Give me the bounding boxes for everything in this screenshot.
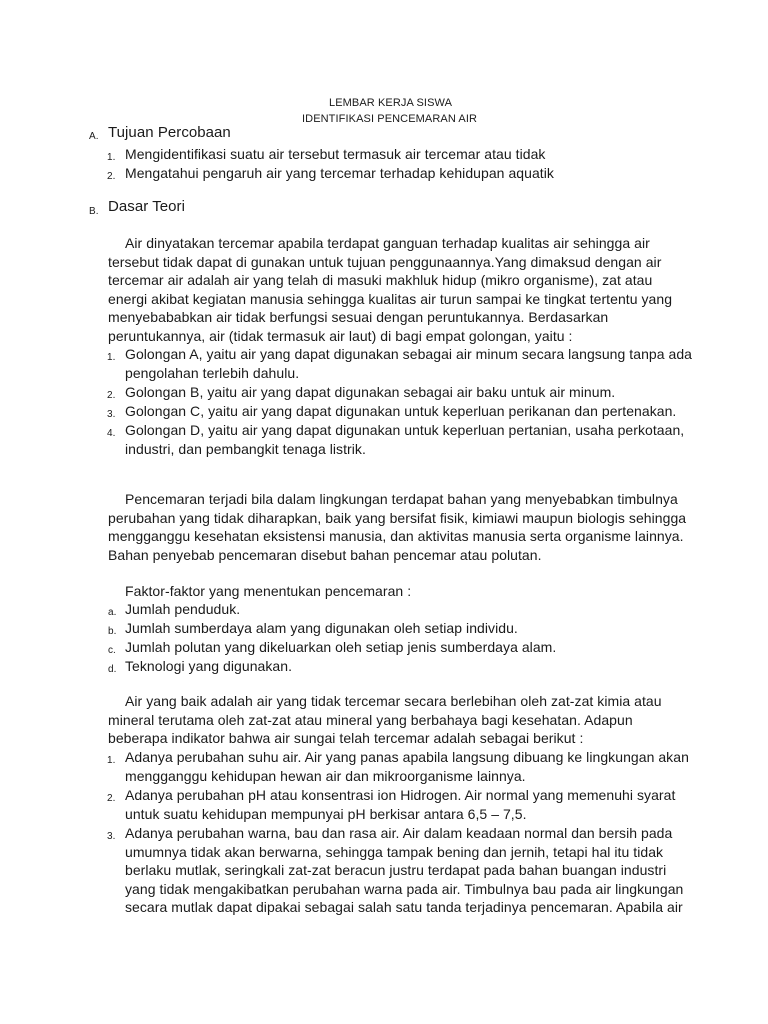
- paragraph-line: mengganggu kesehatan eksistensi manusia, dan aktivitas manusia serta organisme lainnya.: [108, 528, 684, 544]
- list-item-letter: d.: [108, 664, 117, 675]
- list-item-number: 3.: [107, 831, 116, 842]
- list-item-number: 3.: [107, 409, 116, 420]
- list-item-number: 2.: [107, 793, 116, 804]
- list-item: Mengidentifikasi suatu air tersebut termasuk air tercemar atau tidak: [125, 146, 546, 162]
- list-item: Jumlah penduduk.: [125, 601, 241, 617]
- list-item-number: 2.: [107, 390, 116, 401]
- list-item-letter: a.: [108, 607, 117, 618]
- paragraph-line: perubahan yang tidak diharapkan, baik yang bersifat fisik, kimiawi maupun biologis sehingga: [108, 510, 687, 526]
- list-item: Adanya perubahan pH atau konsentrasi ion Hidrogen. Air normal yang memenuhi syarat: [125, 787, 676, 803]
- list-item-continuation: untuk suatu kehidupan mempunyai pH berkisar antara 6,5 – 7,5.: [125, 806, 527, 822]
- list-item-number: 2.: [107, 171, 116, 182]
- faktor-intro: Faktor-faktor yang menentukan pencemaran :: [125, 583, 412, 599]
- list-item-continuation: yang tidak mengakibatkan perubahan warna pada air. Timbulnya bau pada air lingkungan: [125, 881, 684, 897]
- paragraph-line: Pencemaran terjadi bila dalam lingkungan terdapat bahan yang menyebabkan timbulnya: [125, 491, 678, 507]
- list-item-continuation: berlaku mutlak, seringkali zat-zat beracun justru terdapat pada bahan buangan industri: [125, 862, 667, 878]
- list-item-number: 1.: [107, 352, 116, 363]
- list-item-continuation: umumnya tidak akan berwarna, sehingga tampak bening dan jernih, tetapi hal itu tidak: [125, 844, 664, 860]
- list-item: Jumlah sumberdaya alam yang digunakan oleh setiap individu.: [125, 620, 518, 636]
- list-item: Golongan B, yaitu air yang dapat digunakan sebagai air baku untuk air minum.: [125, 384, 616, 400]
- paragraph-line: menyebababkan air tidak berfungsi sesuai dengan peruntukannya. Berdasarkan: [108, 309, 609, 325]
- list-item: Adanya perubahan warna, bau dan rasa air. Air dalam keadaan normal dan bersih pada: [125, 825, 673, 841]
- list-item-letter: b.: [108, 626, 117, 637]
- list-item: Adanya perubahan suhu air. Air yang panas apabila langsung dibuang ke lingkungan akan: [125, 749, 689, 765]
- section-a-marker: A.: [89, 131, 99, 142]
- list-item: Mengatahui pengaruh air yang tercemar terhadap kehidupan aquatik: [125, 165, 554, 181]
- list-item: Golongan A, yaitu air yang dapat digunakan sebagai air minum secara langsung tanpa ada: [125, 346, 693, 362]
- list-item-continuation: pengolahan terlebih dahulu.: [125, 365, 300, 381]
- paragraph-line: Bahan penyebab pencemaran disebut bahan pencemar atau polutan.: [108, 547, 542, 563]
- list-item-continuation: secara mutlak dapat dipakai sebagai salah satu tanda terjadinya pencemaran. Apabila air: [125, 899, 683, 915]
- list-item-continuation: mengganggu kehidupan hewan air dan mikroorganisme lainnya.: [125, 768, 526, 784]
- section-b-heading: Dasar Teori: [108, 198, 185, 215]
- list-item: Jumlah polutan yang dikeluarkan oleh setiap jenis sumberdaya alam.: [125, 639, 557, 655]
- paragraph-line: Air dinyatakan tercemar apabila terdapat ganguan terhadap kualitas air sehingga air: [125, 235, 650, 251]
- paragraph-line: mineral terutama oleh zat-zat atau mineral yang berbahaya bagi kesehatan. Adapun: [108, 712, 633, 728]
- paragraph-line: peruntukannya, air (tidak termasuk air laut) di bagi empat golongan, yaitu :: [108, 328, 573, 344]
- paragraph-line: tercemar air adalah air yang telah di masuki makhluk hidup (mikro organisme), zat atau: [108, 272, 653, 288]
- paragraph-line: energi akibat kegiatan manusia sehingga kualitas air turun sampai ke tingkat tertentu yang: [108, 291, 673, 307]
- doc-title-line-2: IDENTIFIKASI PENCEMARAN AIR: [302, 113, 478, 125]
- list-item: Golongan D, yaitu air yang dapat digunakan untuk keperluan pertanian, usaha perkotaan,: [125, 422, 685, 438]
- list-item-number: 1.: [107, 755, 116, 766]
- list-item-number: 1.: [107, 152, 116, 163]
- list-item: Golongan C, yaitu air yang dapat digunakan untuk keperluan perikanan dan pertenakan.: [125, 403, 677, 419]
- paragraph-line: beberapa indikator bahwa air sungai telah tercemar adalah sebagai berikut :: [108, 730, 584, 746]
- list-item-continuation: industri, dan pembangkit tenaga listrik.: [125, 441, 366, 457]
- paragraph-line: tersebut tidak dapat di gunakan untuk tujuan penggunaannya.Yang dimaksud dengan air: [108, 254, 662, 270]
- doc-title-line-1: LEMBAR KERJA SISWA: [329, 97, 453, 109]
- list-item-number: 4.: [107, 428, 116, 439]
- list-item-letter: c.: [108, 645, 116, 656]
- section-b-marker: B.: [89, 206, 99, 217]
- list-item: Teknologi yang digunakan.: [125, 658, 293, 674]
- paragraph-line: Air yang baik adalah air yang tidak tercemar secara berlebihan oleh zat-zat kimia atau: [125, 693, 662, 709]
- section-a-heading: Tujuan Percobaan: [108, 124, 231, 141]
